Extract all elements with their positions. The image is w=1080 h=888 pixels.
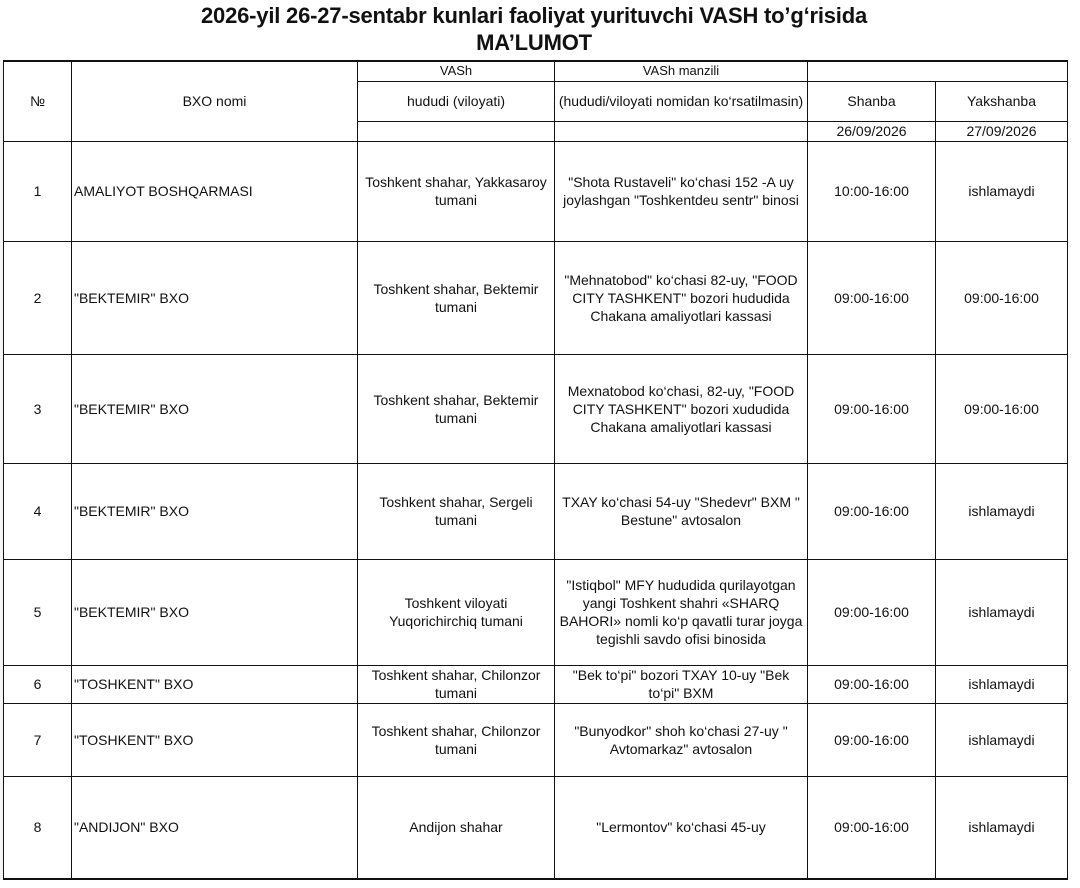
title-line-2: MA’LUMOT xyxy=(476,30,592,55)
row-saturday-hours: 09:00-16:00 xyxy=(808,665,936,703)
header-address-blank xyxy=(555,121,808,141)
table-row xyxy=(4,354,1068,463)
header-row-1 xyxy=(4,61,1068,81)
row-bxo-name: "TOSHKENT" BXO xyxy=(72,665,358,703)
row-bxo-name: "TOSHKENT" BXO xyxy=(72,703,358,776)
header-saturday: Shanba xyxy=(808,81,936,121)
row-sunday-hours: 09:00-16:00 xyxy=(936,241,1068,354)
table-row xyxy=(4,776,1068,879)
row-number: 3 xyxy=(4,354,72,463)
table-row xyxy=(4,559,1068,665)
row-number: 2 xyxy=(4,241,72,354)
row-region: Toshkent shahar, Bektemir tumani xyxy=(358,354,555,463)
header-address-sub: (hududi/viloyati nomidan ko‘rsatilmasin) xyxy=(555,81,808,121)
row-address: "Bek to‘pi" bozori TXAY 10-uy "Bek to‘pi" BXM xyxy=(555,665,808,703)
row-number: 7 xyxy=(4,703,72,776)
row-sunday-hours: ishlamaydi xyxy=(936,559,1068,665)
row-bxo-name: "BEKTEMIR" BXO xyxy=(72,354,358,463)
row-address: "Lermontov" ko‘chasi 45-uy xyxy=(555,776,808,879)
row-saturday-hours: 09:00-16:00 xyxy=(808,354,936,463)
page-title xyxy=(0,0,1068,56)
row-region: Toshkent shahar, Bektemir tumani xyxy=(358,241,555,354)
row-address: "Shota Rustaveli" ko‘chasi 152 -A uy joylashgan "Toshkentdeu sentr" binosi xyxy=(555,141,808,241)
vash-schedule-table xyxy=(3,60,1068,880)
row-saturday-hours: 09:00-16:00 xyxy=(808,241,936,354)
table-row xyxy=(4,141,1068,241)
table-row xyxy=(4,703,1068,776)
row-sunday-hours: ishlamaydi xyxy=(936,776,1068,879)
row-region: Toshkent viloyati Yuqorichirchiq tumani xyxy=(358,559,555,665)
row-address: TXAY ko‘chasi 54-uy "Shedevr" BXM " Bestune" avtosalon xyxy=(555,463,808,559)
header-bxo-name: BXO nomi xyxy=(72,61,358,141)
row-sunday-hours: ishlamaydi xyxy=(936,665,1068,703)
row-saturday-hours: 09:00-16:00 xyxy=(808,703,936,776)
row-address: "Bunyodkor" shoh ko‘chasi 27-uy " Avtomarkaz" avtosalon xyxy=(555,703,808,776)
row-region: Toshkent shahar, Yakkasaroy tumani xyxy=(358,141,555,241)
row-sunday-hours: ishlamaydi xyxy=(936,463,1068,559)
row-saturday-hours: 10:00-16:00 xyxy=(808,141,936,241)
row-sunday-hours: ishlamaydi xyxy=(936,703,1068,776)
row-region: Toshkent shahar, Chilonzor tumani xyxy=(358,703,555,776)
header-number: № xyxy=(4,61,72,141)
row-address: "Istiqbol" MFY hududida qurilayotgan yangi Toshkent shahri «SHARQ BAHORI» nomli ko‘p qavatli turar joyga tegishli savdo ofisi binosida xyxy=(555,559,808,665)
header-sunday: Yakshanba xyxy=(936,81,1068,121)
header-days-blank xyxy=(808,61,1068,81)
row-saturday-hours: 09:00-16:00 xyxy=(808,776,936,879)
row-bxo-name: "BEKTEMIR" BXO xyxy=(72,559,358,665)
header-vash: VASh xyxy=(358,61,555,81)
row-region: Andijon shahar xyxy=(358,776,555,879)
row-bxo-name: "BEKTEMIR" BXO xyxy=(72,241,358,354)
row-saturday-hours: 09:00-16:00 xyxy=(808,463,936,559)
row-number: 6 xyxy=(4,665,72,703)
table-row xyxy=(4,463,1068,559)
row-bxo-name: AMALIYOT BOSHQARMASI xyxy=(72,141,358,241)
title-line-1: 2026-yil 26-27-sentabr kunlari faoliyat yurituvchi VASH to’g‘risida xyxy=(201,3,867,28)
row-sunday-hours: ishlamaydi xyxy=(936,141,1068,241)
row-sunday-hours: 09:00-16:00 xyxy=(936,354,1068,463)
row-saturday-hours: 09:00-16:00 xyxy=(808,559,936,665)
header-region-blank xyxy=(358,121,555,141)
row-region: Toshkent shahar, Chilonzor tumani xyxy=(358,665,555,703)
table-row xyxy=(4,665,1068,703)
row-number: 1 xyxy=(4,141,72,241)
table-row xyxy=(4,241,1068,354)
row-number: 8 xyxy=(4,776,72,879)
row-bxo-name: "BEKTEMIR" BXO xyxy=(72,463,358,559)
header-sunday-date: 27/09/2026 xyxy=(936,121,1068,141)
header-address: VASh manzili xyxy=(555,61,808,81)
row-bxo-name: "ANDIJON" BXO xyxy=(72,776,358,879)
row-number: 4 xyxy=(4,463,72,559)
row-region: Toshkent shahar, Sergeli tumani xyxy=(358,463,555,559)
row-address: Mexnatobod ko‘chasi, 82-uy, "FOOD CITY TASHKENT" bozori xududida Chakana amaliyotlari kassasi xyxy=(555,354,808,463)
row-address: "Mehnatobod" ko‘chasi 82-uy, "FOOD CITY TASHKENT" bozori hududida Chakana amaliyotlari kassasi xyxy=(555,241,808,354)
header-saturday-date: 26/09/2026 xyxy=(808,121,936,141)
header-vash-region: hududi (viloyati) xyxy=(358,81,555,121)
row-number: 5 xyxy=(4,559,72,665)
